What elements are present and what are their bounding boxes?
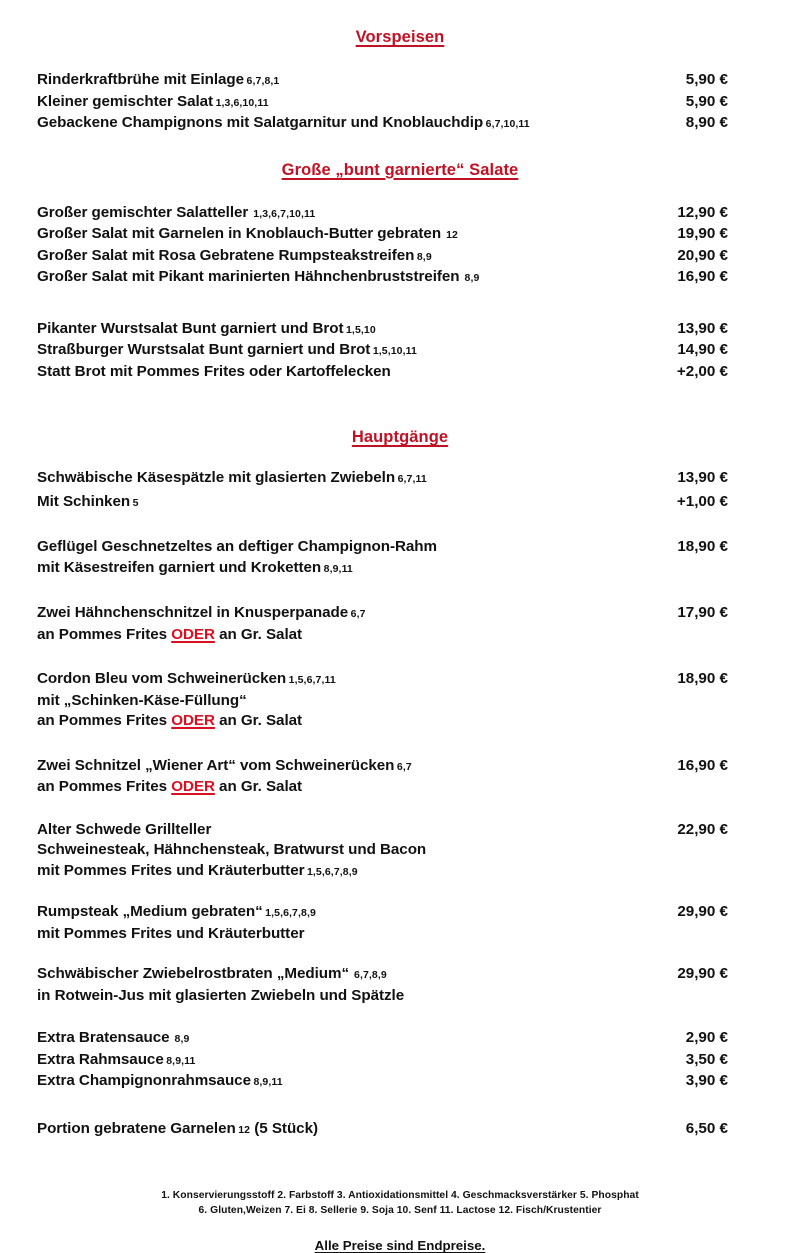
allergen-codes: 1,5,10 bbox=[345, 323, 376, 336]
menu-item-subline: in Rotwein-Jus mit glasierten Zwiebeln und Spätzle bbox=[37, 986, 405, 1004]
menu-item-row bbox=[37, 603, 763, 625]
menu-item-price: +2,00 € bbox=[676, 362, 728, 380]
allergen-codes: 8,9 bbox=[416, 250, 432, 263]
section-heading-salate-label: Große „bunt garnierte“ Salate bbox=[281, 160, 519, 179]
menu-item-description: Kleiner gemischter Salat 1,3,6,10,11 bbox=[37, 92, 269, 110]
section-vorspeisen-items bbox=[37, 70, 763, 135]
allergen-codes: 1,5,6,7,8,9 bbox=[265, 907, 316, 920]
section-heading-hauptgaenge bbox=[37, 428, 763, 446]
menu-item-description: Großer Salat mit Rosa Gebratene Rumpsteakstreifen 8,9 bbox=[37, 246, 432, 264]
allergen-codes: 8,9,11 bbox=[166, 1054, 196, 1067]
oder-option-label: ODER bbox=[171, 778, 215, 796]
menu-item-row bbox=[37, 113, 763, 135]
section-wurstsalate-items bbox=[37, 319, 763, 383]
section-heading-vorspeisen bbox=[37, 28, 763, 46]
menu-item-price: 29,90 € bbox=[677, 965, 728, 983]
menu-item-price: 3,50 € bbox=[685, 1050, 728, 1068]
allergen-codes: 12 bbox=[238, 1123, 251, 1136]
menu-item-price: 13,90 € bbox=[677, 319, 728, 337]
menu-item-description: Schwäbische Käsespätzle mit glasierten Zwiebeln 6,7,11 bbox=[37, 469, 427, 487]
menu-item-description: Cordon Bleu vom Schweinerücken 1,5,6,7,11 bbox=[37, 670, 336, 688]
menu-item-price: 18,90 € bbox=[677, 538, 728, 556]
allergen-codes: 6,7 bbox=[350, 608, 366, 621]
menu-item-price: 16,90 € bbox=[677, 268, 728, 286]
menu-item-description: Extra Bratensauce 8,9 bbox=[37, 1029, 190, 1047]
menu-item-row bbox=[37, 70, 763, 92]
menu-item-price: 29,90 € bbox=[677, 903, 728, 921]
allergen-legend-line-1: 1. Konservierungsstoff 2. Farbstoff 3. Antioxidationsmittel 4. Geschmacksverstärker 5. Phosphat bbox=[161, 1190, 639, 1202]
menu-item-row bbox=[37, 92, 763, 114]
menu-item-subline: mit Pommes Frites und Kräuterbutter 1,5,6,7,8,9 bbox=[37, 861, 358, 879]
menu-item-description: Schwäbischer Zwiebelrostbraten „Medium“ 6,7,8,9 bbox=[37, 965, 387, 983]
menu-item-price: 18,90 € bbox=[677, 670, 728, 688]
menu-item-description: Großer Salat mit Pikant marinierten Hähnchenbruststreifen 8,9 bbox=[37, 268, 480, 286]
section-extras-items bbox=[37, 1028, 763, 1093]
menu-item-price: 2,90 € bbox=[685, 1029, 728, 1047]
menu-item-price: 17,90 € bbox=[677, 604, 728, 622]
menu-item-price: 22,90 € bbox=[677, 820, 728, 838]
menu-item-row bbox=[37, 1028, 763, 1050]
menu-item-description: Zwei Hähnchenschnitzel in Knusperpanade 6,7 bbox=[37, 604, 366, 622]
menu-item-row bbox=[37, 902, 763, 924]
allergen-codes: 5 bbox=[132, 496, 139, 509]
oder-option-label: ODER bbox=[171, 625, 215, 643]
section-salate-items bbox=[37, 203, 763, 289]
menu-item-description: Großer Salat mit Garnelen in Knoblauch-Butter gebraten 12 bbox=[37, 225, 458, 243]
section-hauptgaenge-items bbox=[37, 468, 763, 1006]
menu-item-price: 5,90 € bbox=[685, 92, 728, 110]
menu-item-row bbox=[37, 362, 763, 383]
menu-item-description: Geflügel Geschnetzeltes an deftiger Champignon-Rahm bbox=[37, 538, 437, 556]
menu-item-description: Rinderkraftbrühe mit Einlage 6,7,8,1 bbox=[37, 71, 280, 89]
final-price-note bbox=[37, 1238, 763, 1253]
menu-item-description: Extra Champignonrahmsauce 8,9,11 bbox=[37, 1072, 283, 1090]
allergen-codes: 1,5,6,7,8,9 bbox=[306, 865, 358, 878]
menu-item-row bbox=[37, 340, 763, 362]
allergen-codes: 6,7 bbox=[396, 760, 412, 773]
menu-item-description: Straßburger Wurstsalat Bunt garniert und Brot 1,5,10,11 bbox=[37, 341, 417, 359]
allergen-codes: 12 bbox=[446, 229, 458, 242]
menu-item-price: 19,90 € bbox=[677, 225, 728, 243]
menu-item-subline: an Pommes Frites ODER an Gr. Salat bbox=[37, 625, 303, 643]
menu-item-description: Alter Schwede Grillteller bbox=[37, 820, 212, 838]
allergen-legend bbox=[37, 1188, 763, 1218]
menu-item-row bbox=[37, 964, 763, 986]
allergen-codes: 1,3,6,7,10,11 bbox=[253, 207, 316, 220]
menu-item-row bbox=[37, 319, 763, 341]
section-heading-hauptgaenge-label: Hauptgänge bbox=[351, 428, 449, 447]
menu-item-row bbox=[37, 468, 763, 490]
menu-item-price: 13,90 € bbox=[677, 469, 728, 487]
menu-item-price: +1,00 € bbox=[676, 492, 728, 510]
menu-item-row bbox=[37, 669, 763, 691]
menu-item-price: 6,50 € bbox=[685, 1119, 728, 1137]
allergen-legend-line-2: 6. Gluten,Weizen 7. Ei 8. Sellerie 9. Soja 10. Senf 11. Lactose 12. Fisch/Krustentier bbox=[198, 1205, 602, 1217]
section-heading-vorspeisen-label: Vorspeisen bbox=[355, 28, 445, 46]
allergen-codes: 1,3,6,10,11 bbox=[215, 96, 269, 109]
menu-item-description: Portion gebratene Garnelen 12 (5 Stück) bbox=[37, 1119, 318, 1137]
menu-item-row bbox=[37, 820, 763, 841]
menu-item-row bbox=[37, 1071, 763, 1093]
menu-item-price: 12,90 € bbox=[677, 203, 728, 221]
allergen-codes: 8,9,11 bbox=[323, 562, 353, 575]
allergen-codes: 8,9 bbox=[174, 1033, 190, 1046]
menu-item-description: Großer gemischter Salatteller 1,3,6,7,10,11 bbox=[37, 203, 316, 221]
menu-item-row bbox=[37, 756, 763, 778]
menu-item-description: Mit Schinken 5 bbox=[37, 492, 139, 510]
allergen-codes: 8,9,11 bbox=[253, 1076, 283, 1089]
menu-item-row bbox=[37, 267, 763, 289]
menu-item-subline: an Pommes Frites ODER an Gr. Salat bbox=[37, 778, 303, 796]
menu-item-quantity-note: (5 Stück) bbox=[254, 1119, 318, 1137]
allergen-codes: 1,5,6,7,11 bbox=[288, 674, 336, 687]
menu-item-description: Pikanter Wurstsalat Bunt garniert und Brot 1,5,10 bbox=[37, 319, 376, 337]
menu-item-subline: Schweinesteak, Hähnchensteak, Bratwurst und Bacon bbox=[37, 841, 427, 859]
allergen-codes: 6,7,10,11 bbox=[485, 118, 530, 131]
menu-item-price: 20,90 € bbox=[677, 246, 728, 264]
menu-item-row bbox=[37, 203, 763, 225]
allergen-codes: 8,9 bbox=[464, 272, 480, 285]
menu-item-description: Statt Brot mit Pommes Frites oder Kartoffelecken bbox=[37, 362, 391, 380]
allergen-codes: 1,5,10,11 bbox=[372, 345, 417, 358]
menu-item-description: Gebackene Champignons mit Salatgarnitur und Knoblauchdip 6,7,10,11 bbox=[37, 114, 530, 132]
final-price-note-label: Alle Preise sind Endpreise. bbox=[314, 1238, 486, 1253]
menu-item-row bbox=[37, 1050, 763, 1072]
menu-item-description: Rumpsteak „Medium gebraten“ 1,5,6,7,8,9 bbox=[37, 903, 316, 921]
menu-item-subline: mit „Schinken-Käse-Füllung“ bbox=[37, 691, 247, 709]
menu-item-row bbox=[37, 246, 763, 268]
menu-item-price: 16,90 € bbox=[677, 756, 728, 774]
section-garnelen-item bbox=[37, 1119, 763, 1141]
menu-item-subline: mit Pommes Frites und Kräuterbutter bbox=[37, 924, 305, 942]
menu-item-subline: mit Käsestreifen garniert und Kroketten 8,9,11 bbox=[37, 558, 353, 576]
menu-item-price: 14,90 € bbox=[677, 341, 728, 359]
allergen-codes: 6,7,11 bbox=[397, 473, 427, 486]
menu-item-subline: an Pommes Frites ODER an Gr. Salat bbox=[37, 712, 303, 730]
menu-item-description: Zwei Schnitzel „Wiener Art“ vom Schweinerücken 6,7 bbox=[37, 756, 412, 774]
allergen-codes: 6,7,8,1 bbox=[246, 75, 280, 88]
menu-item-row bbox=[37, 492, 763, 514]
menu-item-row bbox=[37, 537, 763, 558]
allergen-codes: 6,7,8,9 bbox=[354, 969, 387, 982]
menu-item-price: 3,90 € bbox=[685, 1072, 728, 1090]
menu-item-price: 5,90 € bbox=[685, 71, 728, 89]
oder-option-label: ODER bbox=[171, 712, 215, 730]
menu-item-row bbox=[37, 224, 763, 246]
menu-item-row bbox=[37, 1119, 763, 1141]
section-heading-salate bbox=[37, 161, 763, 179]
menu-item-description: Extra Rahmsauce 8,9,11 bbox=[37, 1050, 196, 1068]
menu-item-price: 8,90 € bbox=[685, 114, 728, 132]
